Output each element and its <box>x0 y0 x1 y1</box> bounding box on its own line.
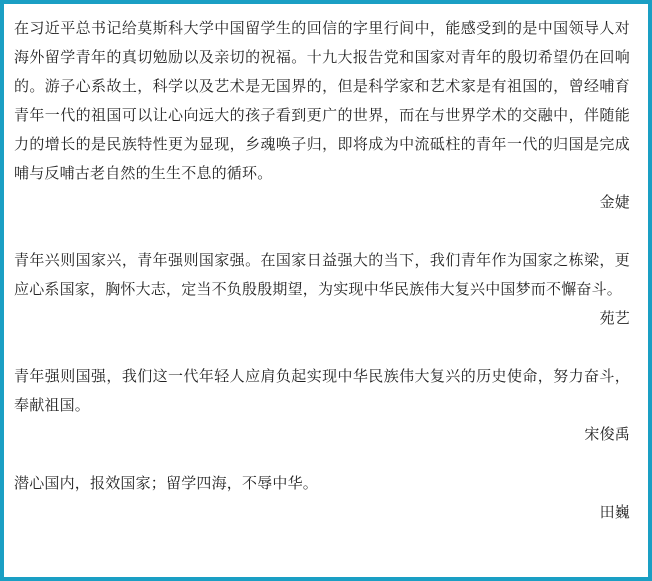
entry-4 <box>14 469 630 527</box>
entry-spacer <box>14 333 630 362</box>
entry-author: 宋俊禹 <box>584 425 630 443</box>
entry-3 <box>14 362 630 449</box>
entry-body: 青年兴则国家兴，青年强则国家强。在国家日益强大的当下，我们青年作为国家之栋梁，更应心系国家，胸怀大志，定当不负殷殷期望，为实现中华民族伟大复兴中国梦而不懈奋斗。 <box>14 251 630 298</box>
entry-1 <box>14 14 630 217</box>
entry-body: 青年强则国强，我们这一代年轻人应肩负起实现中华民族伟大复兴的历史使命，努力奋斗，奉献祖国。 <box>14 367 630 414</box>
entry-spacer <box>14 217 630 246</box>
entry-body: 在习近平总书记给莫斯科大学中国留学生的回信的字里行间中，能感受到的是中国领导人对海外留学青年的真切勉励以及亲切的祝福。十九大报告党和国家对青年的殷切希望仍在回响的。游子心系故土，科学以及艺术是无国界的，但是科学家和艺术家是有祖国的，曾经哺育青年一代的祖国可以让心向远大的孩子看到更广的世界，而在与世界学术的交融中，伴随能力的增长的是民族特性更为显现，乡魂唤子归，即将成为中流砥柱的青年一代的归国是完成哺与反哺古老自然的生生不息的循环。 <box>14 19 630 182</box>
entry-2 <box>14 246 630 333</box>
entry-spacer <box>14 449 630 469</box>
top-border-rule <box>4 0 652 4</box>
entry-author: 苑艺 <box>599 309 630 327</box>
entry-author: 金婕 <box>599 193 630 211</box>
entry-body: 潜心国内，报效国家；留学四海，不辱中华。 <box>14 474 319 492</box>
document-content <box>14 14 630 527</box>
entry-author: 田巍 <box>599 503 630 521</box>
